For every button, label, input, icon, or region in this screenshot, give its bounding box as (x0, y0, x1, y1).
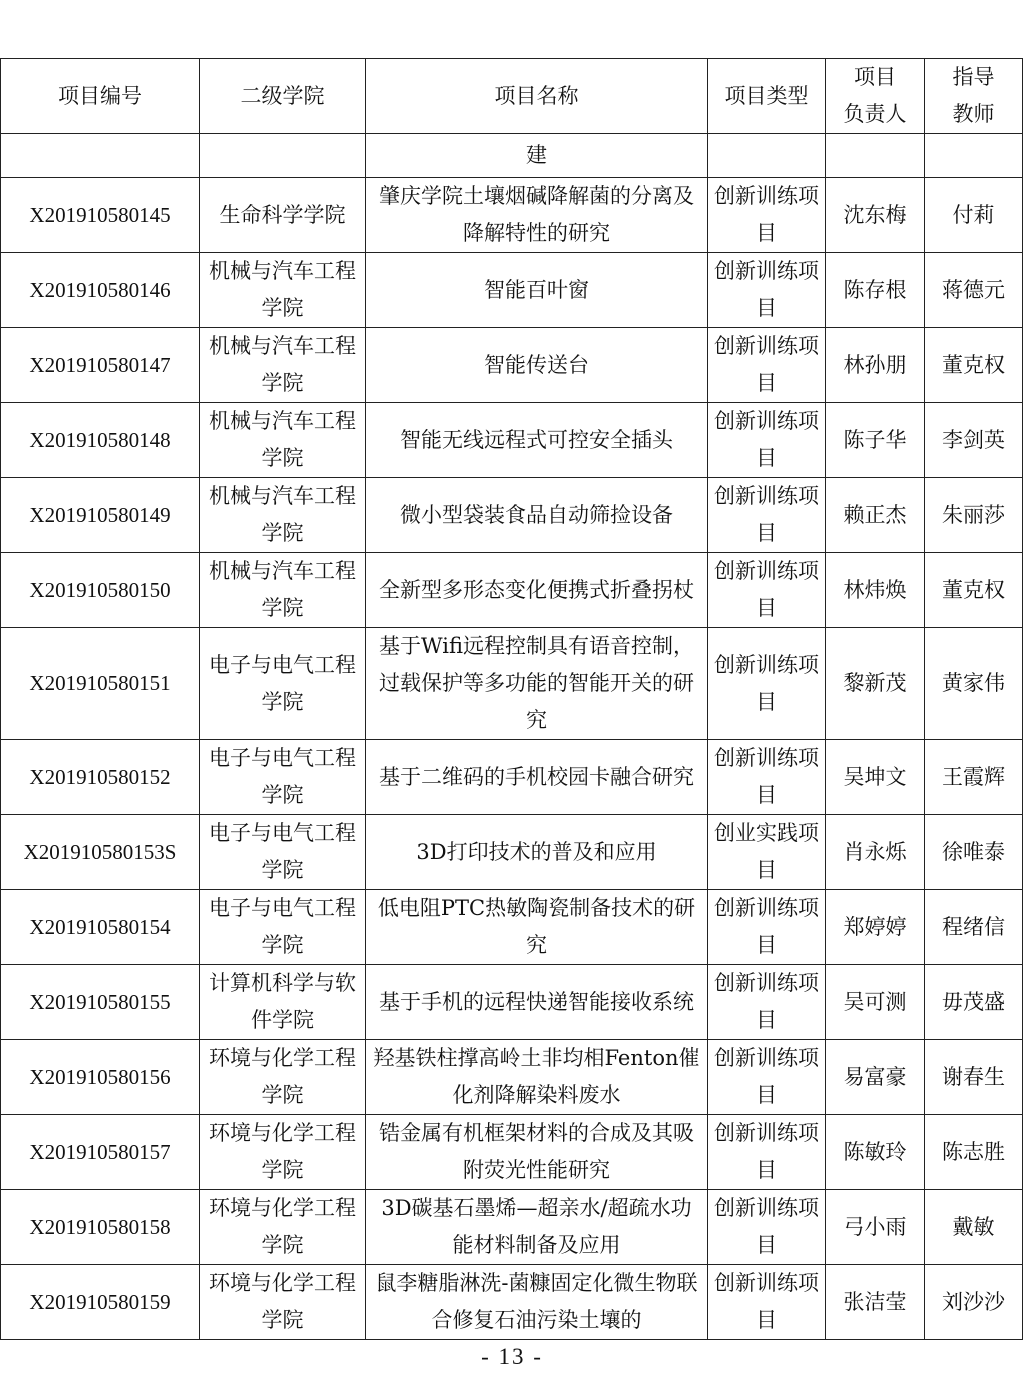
cell-name: 微小型袋装食品自动筛捡设备 (366, 478, 708, 553)
cell-college: 电子与电气工程学院 (200, 628, 366, 740)
cell-college: 环境与化学工程学院 (200, 1115, 366, 1190)
cell-teacher: 刘沙沙 (925, 1265, 1023, 1340)
cell-teacher: 程绪信 (925, 890, 1023, 965)
cell-type: 创新训练项目 (708, 328, 826, 403)
page-number: - 13 - (481, 1344, 543, 1369)
cell-leader: 弓小雨 (826, 1190, 925, 1265)
cell-type (708, 134, 826, 178)
cell-type: 创新训练项目 (708, 740, 826, 815)
header-teacher: 指导 教师 (925, 59, 1023, 134)
header-row (1, 59, 1023, 134)
header-college: 二级学院 (200, 59, 366, 134)
cell-leader (826, 134, 925, 178)
cell-id: X201910580149 (1, 478, 200, 553)
cell-id: X201910580152 (1, 740, 200, 815)
cell-id (1, 134, 200, 178)
cell-teacher: 李剑英 (925, 403, 1023, 478)
header-leader: 项目 负责人 (826, 59, 925, 134)
cell-id: X201910580153S (1, 815, 200, 890)
table-row (1, 740, 1023, 815)
project-table (0, 58, 1023, 1340)
cell-name: 羟基铁柱撑高岭土非均相Fenton催化剂降解染料废水 (366, 1040, 708, 1115)
cell-leader: 赖正杰 (826, 478, 925, 553)
table-row (1, 628, 1023, 740)
table-row (1, 1040, 1023, 1115)
table-row (1, 553, 1023, 628)
header-name: 项目名称 (366, 59, 708, 134)
cell-id: X201910580159 (1, 1265, 200, 1340)
table-row (1, 1115, 1023, 1190)
cell-id: X201910580156 (1, 1040, 200, 1115)
cell-name: 低电阻PTC热敏陶瓷制备技术的研究 (366, 890, 708, 965)
cell-name: 智能传送台 (366, 328, 708, 403)
cell-leader: 陈敏玲 (826, 1115, 925, 1190)
table-row (1, 178, 1023, 253)
cell-name: 鼠李糖脂淋洗-菌糠固定化微生物联合修复石油污染土壤的 (366, 1265, 708, 1340)
cell-id: X201910580150 (1, 553, 200, 628)
cell-teacher (925, 134, 1023, 178)
cell-name: 智能无线远程式可控安全插头 (366, 403, 708, 478)
cell-id: X201910580145 (1, 178, 200, 253)
cell-type: 创新训练项目 (708, 628, 826, 740)
cell-teacher: 戴敏 (925, 1190, 1023, 1265)
cell-leader: 易富豪 (826, 1040, 925, 1115)
cell-leader: 吴坤文 (826, 740, 925, 815)
cell-id: X201910580158 (1, 1190, 200, 1265)
cell-college: 机械与汽车工程学院 (200, 478, 366, 553)
cell-id: X201910580147 (1, 328, 200, 403)
cell-teacher: 黄家伟 (925, 628, 1023, 740)
table-row (1, 253, 1023, 328)
table-row (1, 965, 1023, 1040)
cell-teacher: 陈志胜 (925, 1115, 1023, 1190)
cell-type: 创新训练项目 (708, 178, 826, 253)
continuation-row (1, 134, 1023, 178)
cell-teacher: 董克权 (925, 328, 1023, 403)
cell-type: 创新训练项目 (708, 890, 826, 965)
cell-leader: 陈存根 (826, 253, 925, 328)
cell-name: 全新型多形态变化便携式折叠拐杖 (366, 553, 708, 628)
cell-leader: 郑婷婷 (826, 890, 925, 965)
cell-type: 创新训练项目 (708, 253, 826, 328)
cell-teacher: 毋茂盛 (925, 965, 1023, 1040)
cell-leader: 林孙朋 (826, 328, 925, 403)
cell-name: 3D碳基石墨烯—超亲水/超疏水功能材料制备及应用 (366, 1190, 708, 1265)
cell-leader: 黎新茂 (826, 628, 925, 740)
cell-college (200, 134, 366, 178)
cell-name: 基于二维码的手机校园卡融合研究 (366, 740, 708, 815)
cell-college: 电子与电气工程学院 (200, 740, 366, 815)
table-row (1, 478, 1023, 553)
cell-id: X201910580148 (1, 403, 200, 478)
cell-name: 肇庆学院土壤烟碱降解菌的分离及降解特性的研究 (366, 178, 708, 253)
cell-name: 智能百叶窗 (366, 253, 708, 328)
cell-college: 生命科学学院 (200, 178, 366, 253)
cell-college: 机械与汽车工程学院 (200, 403, 366, 478)
cell-type: 创新训练项目 (708, 1265, 826, 1340)
cell-id: X201910580151 (1, 628, 200, 740)
cell-teacher: 徐唯泰 (925, 815, 1023, 890)
cell-teacher: 付莉 (925, 178, 1023, 253)
cell-college: 电子与电气工程学院 (200, 890, 366, 965)
cell-college: 环境与化学工程学院 (200, 1265, 366, 1340)
cell-name: 锆金属有机框架材料的合成及其吸附荧光性能研究 (366, 1115, 708, 1190)
cell-name: 建 (366, 134, 708, 178)
cell-teacher: 朱丽莎 (925, 478, 1023, 553)
cell-name: 基于Wifi远程控制具有语音控制，过载保护等多功能的智能开关的研究 (366, 628, 708, 740)
cell-teacher: 谢春生 (925, 1040, 1023, 1115)
cell-id: X201910580154 (1, 890, 200, 965)
cell-type: 创业实践项目 (708, 815, 826, 890)
cell-type: 创新训练项目 (708, 1115, 826, 1190)
table-row (1, 1190, 1023, 1265)
table-row (1, 328, 1023, 403)
cell-id: X201910580155 (1, 965, 200, 1040)
header-id: 项目编号 (1, 59, 200, 134)
cell-college: 机械与汽车工程学院 (200, 253, 366, 328)
header-type: 项目类型 (708, 59, 826, 134)
cell-teacher: 董克权 (925, 553, 1023, 628)
cell-name: 基于手机的远程快递智能接收系统 (366, 965, 708, 1040)
cell-name: 3D打印技术的普及和应用 (366, 815, 708, 890)
table-row (1, 403, 1023, 478)
cell-id: X201910580157 (1, 1115, 200, 1190)
cell-college: 环境与化学工程学院 (200, 1040, 366, 1115)
table-row (1, 1265, 1023, 1340)
cell-college: 计算机科学与软件学院 (200, 965, 366, 1040)
cell-type: 创新训练项目 (708, 478, 826, 553)
cell-leader: 肖永烁 (826, 815, 925, 890)
cell-type: 创新训练项目 (708, 553, 826, 628)
cell-leader: 林炜焕 (826, 553, 925, 628)
cell-type: 创新训练项目 (708, 1190, 826, 1265)
table-row (1, 890, 1023, 965)
cell-college: 机械与汽车工程学院 (200, 553, 366, 628)
cell-leader: 张洁莹 (826, 1265, 925, 1340)
cell-teacher: 蒋德元 (925, 253, 1023, 328)
cell-leader: 吴可测 (826, 965, 925, 1040)
cell-type: 创新训练项目 (708, 965, 826, 1040)
cell-leader: 沈东梅 (826, 178, 925, 253)
table-row (1, 815, 1023, 890)
cell-leader: 陈子华 (826, 403, 925, 478)
cell-college: 环境与化学工程学院 (200, 1190, 366, 1265)
cell-college: 机械与汽车工程学院 (200, 328, 366, 403)
cell-college: 电子与电气工程学院 (200, 815, 366, 890)
cell-type: 创新训练项目 (708, 403, 826, 478)
cell-teacher: 王霞辉 (925, 740, 1023, 815)
cell-type: 创新训练项目 (708, 1040, 826, 1115)
cell-id: X201910580146 (1, 253, 200, 328)
